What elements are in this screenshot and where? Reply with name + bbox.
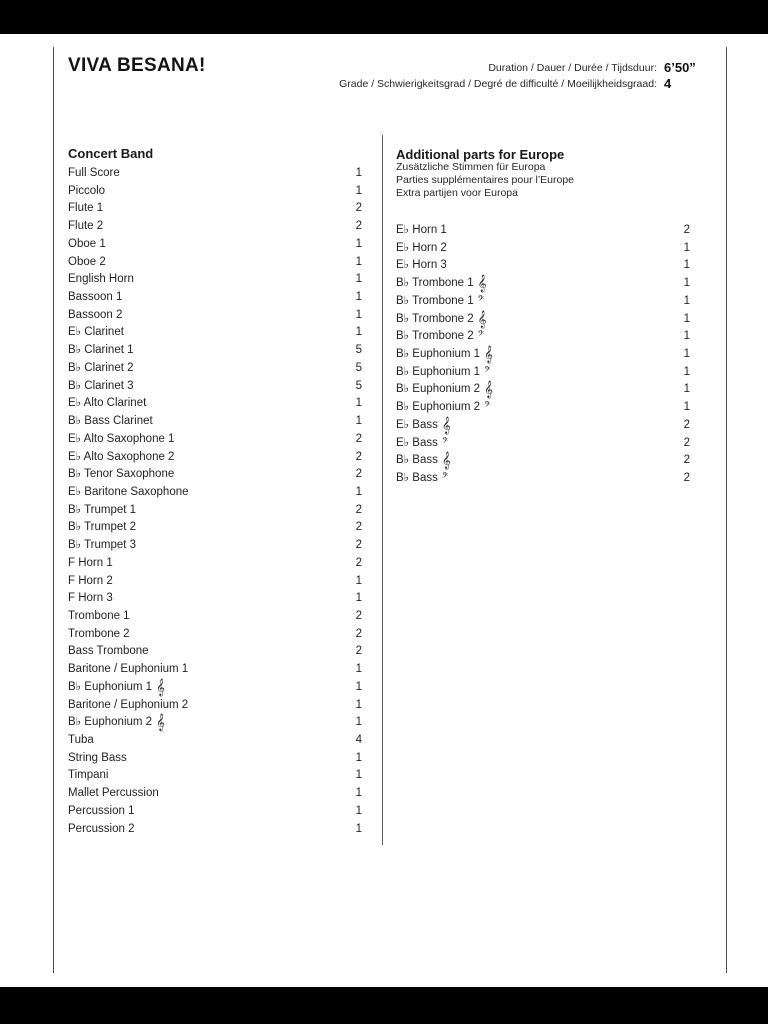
duration-label: Duration / Dauer / Durée / Tijdsduur: (488, 62, 657, 74)
part-name: E♭ Horn 1 (396, 224, 447, 236)
part-row (396, 328, 690, 346)
part-name: Baritone / Euphonium 2 (68, 698, 189, 711)
part-row (68, 502, 362, 520)
part-name: B♭ Euphonium 1 𝄞 (396, 345, 493, 364)
left-margin-rule (53, 47, 54, 973)
part-row (68, 183, 362, 201)
part-quantity: 1 (683, 277, 690, 290)
part-row (68, 395, 362, 413)
grade-row (0, 74, 702, 92)
part-name: Baritone / Euphonium 1 (68, 663, 189, 676)
part-quantity: 2 (683, 436, 690, 449)
column-divider-rule (382, 135, 383, 845)
part-row (68, 590, 362, 608)
part-row (396, 452, 690, 470)
part-name: B♭ Trombone 1 𝄞 (396, 274, 487, 293)
part-quantity: 2 (355, 539, 362, 552)
part-name: F Horn 1 (68, 556, 113, 569)
part-row (68, 555, 362, 573)
part-row (396, 222, 690, 240)
part-row (68, 767, 362, 785)
part-quantity: 2 (355, 609, 362, 622)
part-row (68, 785, 362, 803)
part-row (68, 519, 362, 537)
part-row (396, 381, 690, 399)
part-quantity: 1 (355, 273, 362, 286)
part-name: F Horn 2 (68, 574, 113, 587)
part-quantity: 2 (355, 627, 362, 640)
europe-parts-list (396, 222, 690, 488)
part-quantity: 1 (355, 751, 362, 764)
concert-band-list (68, 165, 362, 838)
part-row (396, 435, 690, 453)
part-name: E♭ Clarinet (68, 326, 124, 339)
part-quantity: 2 (355, 645, 362, 658)
part-quantity: 1 (355, 291, 362, 304)
part-row (68, 626, 362, 644)
part-row (68, 360, 362, 378)
part-row (396, 275, 690, 293)
part-quantity: 2 (355, 202, 362, 215)
part-quantity: 2 (683, 472, 690, 485)
part-name: B♭ Euphonium 2 𝄞 (68, 713, 165, 732)
part-row (68, 165, 362, 183)
part-name: B♭ Bass 𝄞 (396, 451, 451, 470)
part-quantity: 2 (683, 454, 690, 467)
part-quantity: 4 (355, 734, 362, 746)
part-quantity: 1 (355, 804, 362, 817)
part-name: Bassoon 2 (68, 308, 123, 321)
part-name: Bass Trombone (68, 645, 149, 658)
part-name: Percussion 2 (68, 822, 135, 835)
grade-label: Grade / Schwierigkeitsgrad / Degré de difficulté / Moeilijkheidsgraad: (339, 78, 657, 90)
part-name: B♭ Trombone 2 𝄞 (396, 309, 487, 328)
grade-value: 4 (664, 76, 672, 91)
part-row (68, 732, 362, 750)
part-row (68, 449, 362, 467)
subheading-german: Zusätzliche Stimmen für Europa (396, 161, 546, 173)
part-row (68, 661, 362, 679)
part-quantity: 5 (355, 361, 362, 374)
part-quantity: 1 (683, 365, 690, 378)
part-row (396, 346, 690, 364)
part-name: E♭ Alto Saxophone 1 (68, 432, 175, 445)
part-name: B♭ Bass 𝄢 (396, 472, 449, 485)
part-name: B♭ Trumpet 2 (68, 521, 137, 534)
part-name: Flute 2 (68, 220, 104, 233)
part-name: B♭ Trumpet 3 (68, 539, 137, 552)
part-name: B♭ Tenor Saxophone (68, 468, 175, 481)
part-quantity: 1 (355, 787, 362, 800)
part-row (68, 697, 362, 715)
part-row (68, 236, 362, 254)
part-name: Oboe 1 (68, 237, 106, 250)
part-row (68, 254, 362, 272)
part-quantity: 1 (355, 574, 362, 587)
subheading-french: Parties supplémentaires pour l’Europe (396, 174, 575, 187)
part-name: Tuba (68, 734, 94, 746)
part-quantity: 1 (355, 255, 362, 268)
part-quantity: 1 (355, 822, 362, 835)
part-name: E♭ Bass 𝄢 (396, 436, 449, 449)
part-name: B♭ Clarinet 2 (68, 361, 134, 374)
part-name: String Bass (68, 751, 127, 764)
part-name: E♭ Alto Clarinet (68, 397, 147, 410)
part-name: English Horn (68, 273, 134, 286)
part-quantity: 1 (683, 383, 690, 396)
part-quantity: 1 (683, 241, 690, 254)
part-quantity: 2 (683, 224, 690, 236)
part-quantity: 1 (683, 259, 690, 272)
part-row (68, 643, 362, 661)
part-name: Bassoon 1 (68, 291, 123, 304)
part-quantity: 5 (355, 344, 362, 357)
part-name: B♭ Trumpet 1 (68, 503, 137, 516)
part-row (68, 821, 362, 839)
bottom-letterbox-bar (0, 987, 768, 1024)
part-quantity: 1 (683, 294, 690, 307)
part-quantity: 1 (355, 184, 362, 197)
part-quantity: 2 (683, 418, 690, 431)
part-name: Trombone 1 (68, 609, 130, 622)
part-row (68, 573, 362, 591)
part-quantity: 1 (355, 680, 362, 693)
part-name: Flute 1 (68, 202, 104, 215)
part-row (396, 293, 690, 311)
part-row (68, 378, 362, 396)
top-letterbox-bar (0, 0, 768, 34)
part-quantity: 1 (355, 698, 362, 711)
part-name: Full Score (68, 167, 120, 179)
part-quantity: 1 (355, 663, 362, 676)
part-quantity: 1 (355, 485, 362, 498)
part-name: Mallet Percussion (68, 787, 159, 800)
part-name: E♭ Horn 2 (396, 241, 447, 254)
part-quantity: 1 (355, 592, 362, 605)
part-row (68, 466, 362, 484)
part-row (396, 399, 690, 417)
part-row (68, 289, 362, 307)
part-row (68, 342, 362, 360)
part-name: Percussion 1 (68, 804, 135, 817)
part-row (396, 417, 690, 435)
part-row (68, 484, 362, 502)
part-row (68, 307, 362, 325)
part-name: B♭ Bass Clarinet (68, 415, 153, 428)
right-margin-rule (726, 47, 727, 973)
part-quantity: 1 (355, 326, 362, 339)
part-quantity: 2 (355, 220, 362, 233)
part-row (68, 431, 362, 449)
part-quantity: 5 (355, 379, 362, 392)
part-name: B♭ Trombone 2 𝄢 (396, 330, 485, 343)
part-quantity: 1 (355, 716, 362, 729)
part-quantity: 2 (355, 556, 362, 569)
part-name: E♭ Bass 𝄞 (396, 415, 451, 434)
part-quantity: 1 (683, 401, 690, 414)
part-name: F Horn 3 (68, 592, 113, 605)
part-quantity: 1 (683, 348, 690, 361)
part-quantity: 2 (355, 521, 362, 534)
part-row (396, 470, 690, 488)
part-row (68, 608, 362, 626)
part-quantity: 2 (355, 468, 362, 481)
part-name: B♭ Clarinet 1 (68, 344, 134, 357)
part-row (68, 271, 362, 289)
additional-parts-heading: Additional parts for Europe (396, 147, 565, 162)
part-name: B♭ Euphonium 1 𝄞 (68, 677, 165, 696)
subheading-dutch: Extra partijen voor Europa (396, 187, 518, 200)
part-row (68, 750, 362, 768)
part-quantity: 1 (355, 397, 362, 410)
part-name: B♭ Euphonium 2 𝄞 (396, 380, 493, 399)
part-row (68, 803, 362, 821)
part-name: B♭ Euphonium 2 𝄢 (396, 401, 491, 414)
part-row (396, 240, 690, 258)
part-quantity: 1 (355, 308, 362, 321)
part-quantity: 2 (355, 503, 362, 516)
part-name: B♭ Euphonium 1 𝄢 (396, 365, 491, 378)
part-name: E♭ Alto Saxophone 2 (68, 450, 175, 463)
part-row (68, 537, 362, 555)
part-row (396, 257, 690, 275)
part-name: Piccolo (68, 184, 106, 197)
part-row (396, 364, 690, 382)
part-name: Timpani (68, 769, 109, 782)
part-row (68, 714, 362, 732)
part-name: B♭ Clarinet 3 (68, 379, 134, 392)
part-name: Oboe 2 (68, 255, 106, 268)
concert-band-heading: Concert Band (68, 146, 154, 161)
part-quantity: 2 (355, 450, 362, 463)
part-row (68, 324, 362, 342)
part-row (68, 218, 362, 236)
part-quantity: 1 (683, 330, 690, 343)
part-name: E♭ Horn 3 (396, 259, 447, 272)
part-row (68, 200, 362, 218)
part-name: E♭ Baritone Saxophone (68, 485, 189, 498)
part-row (68, 679, 362, 697)
part-quantity: 1 (683, 312, 690, 325)
page-title: VIVA BESANA! (68, 55, 206, 76)
part-name: B♭ Trombone 1 𝄢 (396, 294, 485, 307)
part-row (68, 413, 362, 431)
part-quantity: 1 (355, 237, 362, 250)
part-quantity: 1 (355, 769, 362, 782)
part-name: Trombone 2 (68, 627, 130, 640)
part-row (396, 311, 690, 329)
part-quantity: 2 (355, 432, 362, 445)
additional-parts-subheadings (396, 161, 574, 201)
part-quantity: 1 (355, 415, 362, 428)
part-quantity: 1 (355, 167, 362, 179)
duration-value: 6’50” (664, 60, 696, 75)
